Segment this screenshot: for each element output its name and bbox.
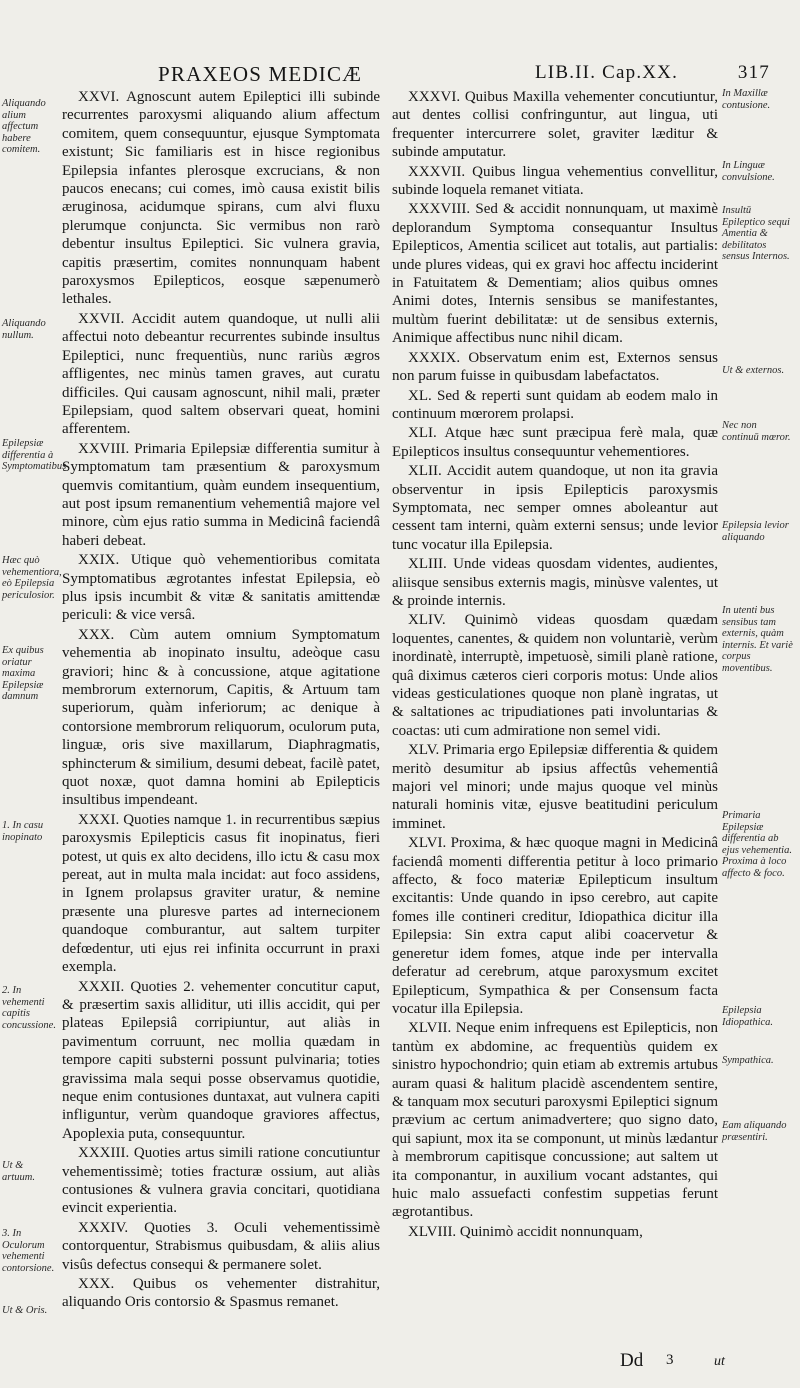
- margin-note: Ut & externos.: [722, 365, 785, 376]
- paragraph: XL. Sed & reperti sunt quidam ab eodem malo in continuum mœrorem prolapsi.: [392, 387, 718, 422]
- paragraph: XXXVII. Quibus lingua vehementius convellitur, subinde loquela remanet vitiata.: [392, 163, 718, 199]
- paragraph: XXXIV. Quoties 3. Oculi vehementissimè contorquentur, Strabismus quibusdam, & aliis alius visûs defectus consequi & permanere solet.: [62, 1219, 380, 1273]
- paragraph: XLIII. Unde videas quosdam videntes, audientes, aliisque sensibus externis magis, minùsve valentes, ut & proinde internis.: [392, 556, 718, 609]
- right-text-column: [392, 88, 718, 1350]
- paragraph: XLVI. Proxima, & hæc quoque magni in Medicinâ faciendâ momenti differentia petitur à loco primario affecto, & foco materiæ Epilepticum insultum excitantis: Unde quando in ipso cerebro, aut capite fomes ille contineri creditur, Idiopathica dicitur illa Epilepsia: Sin extra caput alibi coacervetur & generetur idem fomes, atque inde per intervalla deferatur ad cerebrum, atque paroxysmum excitet Epilepticum, Sympathica & per Consensum facta vocatur illa Epilepsia.: [392, 835, 718, 1017]
- margin-note: Ut & artuum.: [2, 1160, 35, 1183]
- margin-note: Sympathica.: [722, 1055, 774, 1066]
- catchword: ut: [714, 1354, 725, 1369]
- margin-note: In Linguæ convulsione.: [722, 160, 775, 183]
- margin-note: 2. In vehementi capitis concussione.: [2, 985, 56, 1031]
- left-text-column: [62, 88, 380, 1350]
- margin-note: Epilepsia Idiopathica.: [722, 1005, 774, 1028]
- paragraph: XXXVIII. Sed & accidit nonnunquam, ut maximè deplorandum Symptoma consequantur Insultus Epilepticos, Amentia scilicet aut totalis, aut partialis: unde plures videas, qui ex gravi hoc affectu inciderint in Fatuitatem & Dementiam; alios quibus omnes Animi dotes, Internis sensibus se manifestantes, multùm fuerint debilitatæ: ut de sensibus externis, Animique affectibus nunc nihil dicam.: [392, 201, 718, 347]
- paragraph: XXX. Quibus os vehementer distrahitur, aliquando Oris contorsio & Spasmus remanet.: [62, 1276, 380, 1311]
- paragraph: XXXVI. Quibus Maxilla vehementer concutiuntur, aut dentes collisi confringuntur, aut lingua, uti frequenter intercurrere solet, graviter læditur & subinde amputatur.: [392, 89, 718, 161]
- paragraph: XXXI. Quoties namque 1. in recurrentibus sæpius paroxysmis Epilepticis casus fit inopinatus, fieri potest, ut quis ex alto decidens, illo ictu & casu mox pereat, aut in multa mala incidat: aut foco assidens, in Ignem prolapsus graviter uratur, & nemine præsente una pluresve partes ad internecionem quandoque comburantur, aut saltem turpiter defœdentur, uti ejus rei infinita occurrunt in praxi exempla.: [62, 811, 380, 976]
- margin-note: Aliquando nullum.: [2, 318, 46, 341]
- margin-note: Epilepsiæ differentia à Symptomatibus: [2, 438, 67, 472]
- margin-note: Eam aliquando præsentiri.: [722, 1120, 787, 1143]
- margin-note: In Maxillæ contusione.: [722, 88, 771, 111]
- margin-note: Ut & Oris.: [2, 1305, 48, 1316]
- paragraph: XXVI. Agnoscunt autem Epileptici illi subinde recurrentes paroxysmi aliquando alium affectum comitem, quem consequuntur, ejusque Symptomata existunt; Sic familiaris est in hisce regionibus Epilepsia infantes plerosque excrucians, & non paucos enecans; cui comes, imò causa existit bilis æruginosa, acidumque spirans, cum alvi fluxu plerumque conjuncta. Sic vermibus non rarò debentur insultus Epileptici. Sic vulnera gravia, capitis præsertim, comites nonnunquam habent paroxysmos Epilepticos, eosque sæpenumerò lethales.: [62, 89, 380, 308]
- paragraph: XXVII. Accidit autem quandoque, ut nulli alii affectui noto debeantur recurrentes subinde insultus Epileptici, nunc frequentiùs, nunc rariùs ægros affligentes, nec minùs tamen graves, aut curatu difficiles. Qui causam agnoscunt, nihil mali, præter Epilepsiam, quod saltem observari queat, homini afferentem.: [62, 310, 380, 438]
- signature-mark: Dd: [620, 1350, 644, 1371]
- paragraph: XXXIX. Observatum enim est, Externos sensus non parum fuisse in quibusdam labefactatos.: [392, 349, 718, 385]
- margin-note: Primaria Epilepsiæ differentia ab ejus vehementia. Proxima à loco affecto & foco.: [722, 810, 792, 879]
- running-header: [150, 60, 770, 90]
- paragraph: XLIV. Quinimò videas quosdam quædam loquentes, canentes, & quidem non voluntariè, verùm inordinatè, interruptè, impetuosè, simili planè ratione, quâ diximus cæteros cieri corporis motus: Unde alios videas gesticulationes quoque non planè ingratas, ut & saltationes ac tripudiationes pati involuntarias & coactas: uti cum admiratione non semel vidi.: [392, 612, 718, 739]
- paragraph: XXXIII. Quoties artus simili ratione concutiuntur vehementissimè; toties fracturæ ossium, aut aliàs contusiones & vulnera gravia concitari, quotidiana evincit experientia.: [62, 1145, 380, 1217]
- signature-number: 3: [666, 1352, 674, 1368]
- paragraph: XXX. Cùm autem omnium Symptomatum vehementia ab inopinato insultu, adeòque casu graviori; hinc & à concussione, atque agitatione membrorum externorum, Capitis, & Artuum tam superiorum, quàm inferiorum; ac denique à contorsione membrorum reliquorum, oculorum puta, linguæ, oris sive maxillarum, Diaphragmatis, sphincterum & similium, desumi debeat, facilè patet, quot noxæ, quot damna homini ab Epilepticis insultibus impendeant.: [62, 626, 380, 809]
- paragraph: XXXII. Quoties 2. vehementer concutitur caput, & præsertim saxis alliditur, uti illis accidit, qui per plateas Epilepsiâ corripiuntur, aut aliàs in pavimentum corruunt, nec mollia quædam in tempore capiti substerni possunt pulvinaria; toties gravissima mala sequi posse observamus quotidie, neque enim contusiones duntaxat, aut vulnera capiti infliguntur, verùm quandoque graviores affectus, Apoplexia puta, consequuntur.: [62, 978, 380, 1142]
- margin-note: In utenti bus sensibus tam externis, quàm internis. Et variè corpus moventibus.: [722, 605, 793, 674]
- margin-note: Nec non continuū mœror.: [722, 420, 791, 443]
- running-title: PRAXEOS MEDICÆ: [158, 62, 363, 86]
- paragraph: XLI. Atque hæc sunt præcipua ferè mala, quæ Epilepticos insultus consequuntur vehementiores.: [392, 425, 718, 460]
- margin-note: Aliquando alium affectum habere comitem.: [2, 98, 46, 155]
- margin-note: 1. In casu inopinato: [2, 820, 44, 843]
- margin-note: 3. In Oculorum vehementi contorsione.: [2, 1228, 55, 1274]
- page-footer: [620, 1350, 770, 1376]
- page-number: 317: [737, 62, 770, 83]
- paragraph: XXIX. Utique quò vehementioribus comitata Symptomatibus ægrotantes infestat Epilepsia, eò plus ipsis incumbit & vitæ & sanitatis amittendæ periculi: & vice versâ.: [62, 552, 380, 624]
- book-chapter-label: LIB.II. Cap.XX.: [535, 62, 679, 83]
- paragraph: XLVII. Neque enim infrequens est Epilepticis, non tantùm ex abdomine, ac frequentiùs quidem ex sinistro hypochondrio; quin etiam ab extremis artubus auram quasi & halitum placidè ascendentem sentire, & tanquam mox secuturi paroxysmi Epileptici signum prævium ac certum animadvertere; quo signo dato, qui sapiunt, mox ita se componunt, ut minùs lædantur à membrorum capitisque concussione; aut saltem ut ita componantur, in auxilium vocant adstantes, qui huic malo assuefacti confestim suppetias ferunt ægrotantibus.: [392, 1020, 718, 1221]
- margin-note: Epilepsia levior aliquando: [722, 520, 789, 543]
- margin-note: Ex quibus oriatur maxima Epilepsiæ damnum: [2, 645, 44, 702]
- margin-note: Hæc quò vehementiora, eò Epilepsia periculosior.: [2, 555, 62, 601]
- margin-note: Insultū Epileptico sequi Amentia & debilitatos sensus Internos.: [722, 205, 790, 262]
- paragraph: XXVIII. Primaria Epilepsiæ differentia sumitur à Symptomatum tam præsentium & paroxysmum quemvis comitantium, quàm eundem insequentium, aut post ipsum remanentium vehementiâ majore vel minore, cùm ejus ratio summa in Medicinâ faciendâ haberi debeat.: [62, 440, 380, 549]
- paragraph: XLV. Primaria ergo Epilepsiæ differentia & quidem meritò desumitur ab ipsius affectûs vehementiâ majori vel minori; unde majus quoque vel minùs naturali hominis vitæ, ejusve beatitudini periculum imminet.: [392, 742, 718, 832]
- paragraph: XLII. Accidit autem quandoque, ut non ita gravia observentur in ipsis Epilepticis paroxysmis Symptomata, nec semper omnes aboleantur aut cessent tam interni, quàm externi sensus; unde levior tunc vocatur illa Epilepsia.: [392, 463, 718, 553]
- paragraph: XLVIII. Quinimò accidit nonnunquam,: [408, 1223, 643, 1240]
